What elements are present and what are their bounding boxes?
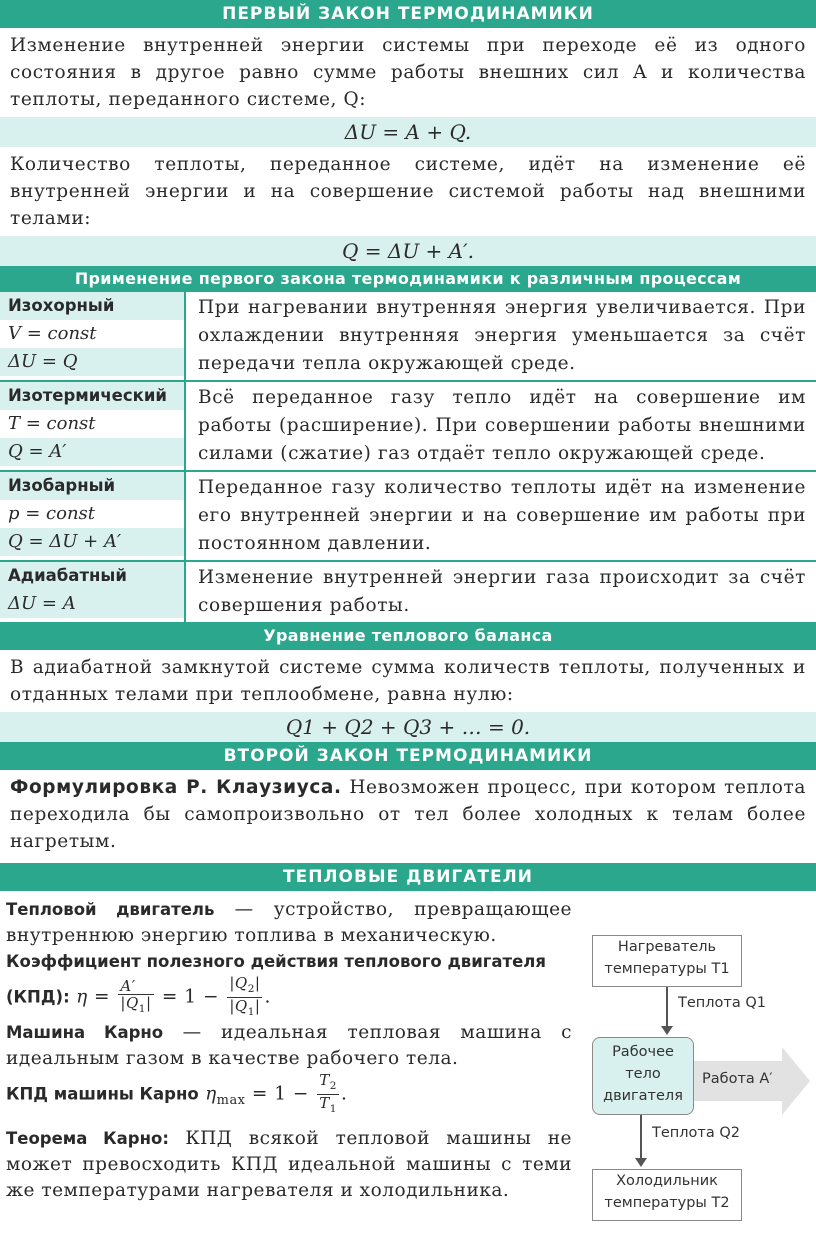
process-name: Изобарный (0, 472, 184, 500)
first-law-header: ПЕРВЫЙ ЗАКОН ТЕРМОДИНАМИКИ (0, 0, 816, 28)
process-description: При нагревании внутренняя энергия увеличивается. При охлаждении внутренняя энергия уменьшается за счёт передачи тепла окружающей среде. (198, 297, 806, 374)
heat-balance-formula: Q1 + Q2 + Q3 + … = 0. (0, 712, 816, 742)
process-law: Q = ΔU + A′ (0, 528, 184, 556)
process-law: ΔU = A (0, 590, 184, 618)
work-arrow-tip (782, 1047, 810, 1115)
efficiency-term: Коэффициент полезного действия теплового двигателя (6, 952, 546, 971)
cooler-box (592, 1169, 742, 1221)
engines-section (0, 891, 816, 1246)
clausius-lead: Формулировка Р. Клаузиуса. (10, 777, 342, 798)
carnot-theorem (6, 1126, 572, 1204)
process-name: Адиабатный (0, 562, 184, 590)
heater-temperature: температуры T1 (604, 961, 730, 977)
process-condition: V = const (8, 323, 97, 344)
first-law-text: Изменение внутренней энергии системы при переходе её из одного состояния в другое равно сумме работы внешних сил A и количества теплоты, переданного системе, Q: (10, 35, 806, 110)
process-condition: p = const (8, 503, 96, 524)
engine-def: — устройство, превращающее внутреннюю энергию топлива в механическую. (6, 899, 572, 946)
first-law-text-2: Количество теплоты, переданное системе, идёт на изменение её внутренней энергии и на совершение системой работы над внешними телами: (10, 154, 806, 229)
carnot-term: Машина Карно (6, 1023, 164, 1042)
heat-balance-header: Уравнение теплового баланса (0, 622, 816, 650)
efficiency-abbr: (КПД): (6, 987, 70, 1007)
efficiency-definition (6, 949, 572, 975)
process-law: Q = A′ (0, 438, 184, 466)
body-label-3: двигателя (603, 1088, 683, 1104)
carnot-efficiency: КПД машины Карно $\eta_{max} = 1$ − $\frac{T_2}{T_1}$ . (6, 1071, 348, 1115)
theorem-term: Теорема Карно: (6, 1129, 169, 1149)
first-law-formula: ΔU = A + Q. (0, 117, 816, 147)
heater-label: Нагреватель (617, 939, 717, 955)
body-label-1: Рабочее (612, 1044, 674, 1060)
application-header: Применение первого закона термодинамики к различным процессам (0, 266, 816, 292)
heat-engine-diagram (578, 891, 816, 1246)
engines-header: ТЕПЛОВЫЕ ДВИГАТЕЛИ (0, 863, 816, 891)
heat-in-label: Теплота Q1 (678, 995, 766, 1011)
process-name: Изотермический (0, 382, 184, 410)
process-description: Изменение внутренней энергии газа происходит за счёт совершения работы. (198, 567, 806, 616)
process-name: Изохорный (0, 292, 184, 320)
engine-term: Тепловой двигатель (6, 900, 215, 919)
carnot-def: — идеальная тепловая машина с идеальным газом в качестве рабочего тела. (6, 1022, 573, 1069)
carnot-eff-term: КПД машины Карно (6, 1084, 199, 1104)
working-body-box (592, 1037, 694, 1115)
heat-out-arrow (640, 1115, 642, 1159)
process-description: Переданное газу количество теплоты идёт на изменение его внутренней энергии и на совершение им работы при постоянном давлении. (198, 477, 806, 554)
process-row-isothermal (0, 382, 816, 472)
heat-out-label: Теплота Q2 (652, 1125, 740, 1141)
cooler-temperature: температуры T2 (604, 1195, 730, 1211)
process-description: Всё переданное газу тепло идёт на совершение им работы (расширение). При совершении работы внешними силами (сжатие) газ отдаёт тепло окружающей среде. (198, 387, 806, 464)
cooler-label: Холодильник (616, 1173, 718, 1189)
second-law-header: ВТОРОЙ ЗАКОН ТЕРМОДИНАМИКИ (0, 742, 816, 770)
engine-definition (6, 897, 572, 949)
efficiency-formula: (КПД): η = $\frac{A'}{|Q_1|}$ = 1 − $\frac{|Q_2|}{|Q_1|}$ . (6, 974, 271, 1018)
carnot-definition (6, 1020, 572, 1072)
heat-balance-text: В адиабатной замкнутой системе сумма количеств теплоты, полученных и отданных телами при теплообмене, равна нулю: (10, 657, 806, 705)
heater-box (592, 935, 742, 987)
process-row-adiabatic (0, 562, 816, 622)
first-law-formula-2: Q = ΔU + A′. (0, 236, 816, 266)
process-condition: T = const (8, 413, 96, 434)
theorem-text: КПД всякой тепловой машины не может превосходить КПД идеальной машины с теми же температурами нагревателя и холодильника. (6, 1128, 572, 1202)
heat-in-arrow (666, 987, 668, 1027)
process-row-isochoric (0, 292, 816, 382)
clausius-text: Невозможен процесс, при котором теплота переходила бы самопроизвольно от тел более холодных к телам более нагретым. (10, 777, 806, 852)
process-row-isobaric (0, 472, 816, 562)
work-label: Работа A′ (702, 1071, 773, 1087)
process-law: ΔU = Q (0, 348, 184, 376)
second-law-text (0, 770, 816, 859)
body-label-2: тело (625, 1066, 661, 1082)
